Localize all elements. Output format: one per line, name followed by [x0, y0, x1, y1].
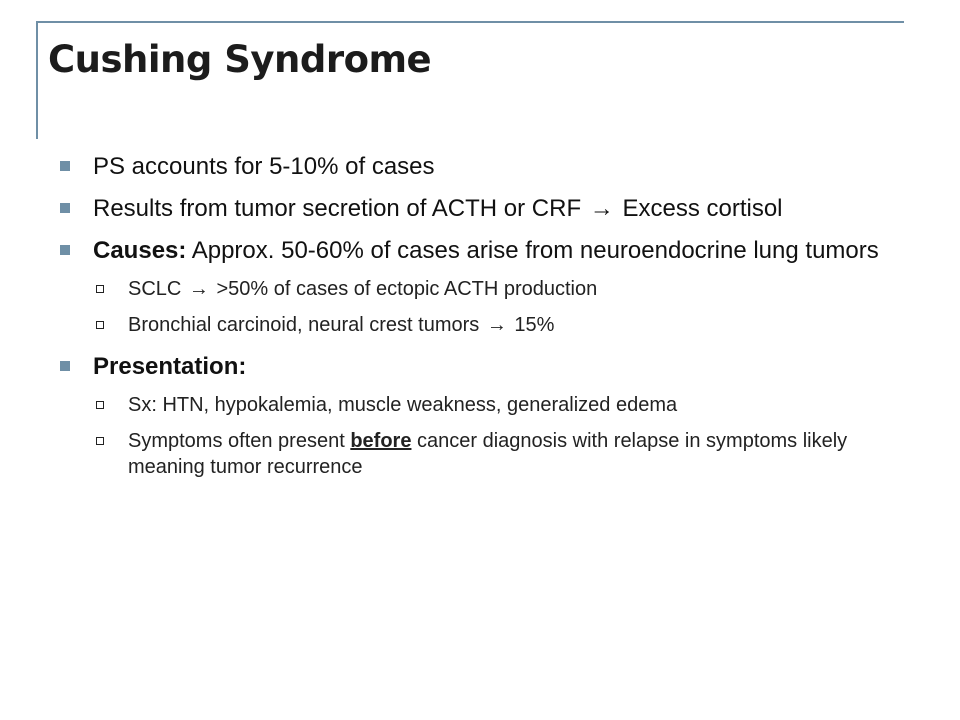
bullet-text: Excess cortisol — [622, 195, 783, 222]
bullet-tumor-secretion — [60, 192, 920, 225]
bullet-presentation — [60, 350, 920, 383]
title-frame-top-line — [36, 21, 904, 23]
sub-bullet-sclc — [60, 276, 920, 302]
slide-body — [60, 150, 920, 492]
hollow-square-bullet-icon — [96, 401, 104, 409]
sub-bullet-text: Symptoms often present — [128, 430, 351, 452]
sub-bullet-symptoms-list — [60, 392, 920, 418]
sub-bullet-text: 15% — [514, 314, 555, 336]
square-bullet-icon — [60, 245, 70, 255]
square-bullet-icon — [60, 361, 70, 371]
sub-bullet-text: >50% of cases of ectopic ACTH production — [216, 278, 598, 300]
square-bullet-icon — [60, 203, 70, 213]
title-frame-left-line — [36, 21, 38, 139]
hollow-square-bullet-icon — [96, 285, 104, 293]
bullet-text: Results from tumor secretion of ACTH or CRF — [93, 195, 582, 222]
right-arrow-icon: → — [188, 278, 209, 300]
presentation-sub-list — [60, 392, 920, 480]
hollow-square-bullet-icon — [96, 437, 104, 445]
bullet-causes — [60, 234, 920, 267]
right-arrow-icon: → — [589, 195, 614, 222]
hollow-square-bullet-icon — [96, 321, 104, 329]
sub-bullet-text: Sx: HTN, hypokalemia, muscle weakness, generalized edema — [128, 394, 678, 416]
sub-bullet-text: SCLC — [128, 278, 182, 300]
emphasis-before: before — [350, 430, 412, 452]
sub-bullet-text: Bronchial carcinoid, neural crest tumors — [128, 314, 480, 336]
sub-bullet-text: cancer diagnosis with relapse in symptoms likely meaning tumor recurrence — [128, 430, 848, 478]
bullet-label: Causes: — [93, 237, 187, 264]
bullet-label: Presentation: — [93, 353, 247, 380]
bullet-text: Approx. 50-60% of cases arise from neuroendocrine lung tumors — [186, 237, 879, 264]
bullet-ps-accounts — [60, 150, 920, 183]
slide-title: Cushing Syndrome — [48, 38, 432, 81]
right-arrow-icon: → — [486, 314, 507, 336]
causes-sub-list — [60, 276, 920, 338]
bullet-text: PS accounts for 5-10% of cases — [93, 153, 435, 180]
sub-bullet-symptoms-timing — [60, 428, 920, 480]
square-bullet-icon — [60, 161, 70, 171]
sub-bullet-bronchial-carcinoid — [60, 312, 920, 338]
